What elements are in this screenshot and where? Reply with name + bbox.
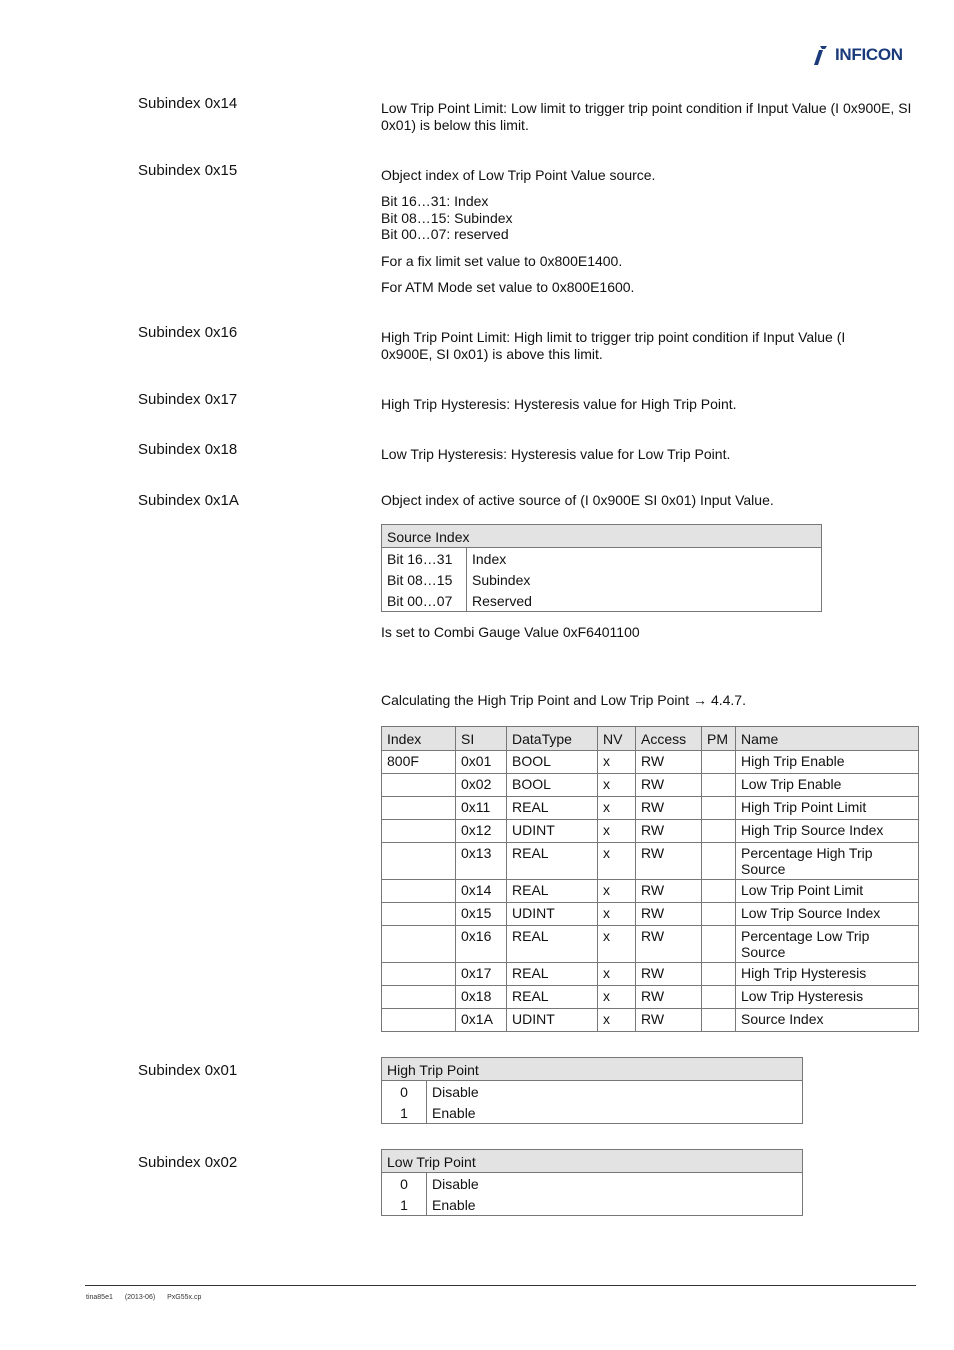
table-cell: Disable [432,1084,479,1100]
description: For a fix limit set value to 0x800E1400. [381,253,623,269]
table-cell: RW [636,880,702,903]
table-cell: High Trip Point Limit [736,797,919,820]
table-cell: Subindex [472,572,531,588]
table-cell: Source Index [736,1009,919,1032]
table-cell [702,843,736,880]
table-cell [382,926,456,963]
table-cell: RW [636,751,702,774]
table-cell: x [598,986,636,1009]
table-cell [382,774,456,797]
table-row [382,774,919,797]
table-cell [702,986,736,1009]
table-cell: Disable [432,1176,479,1192]
table-cell: Enable [432,1197,476,1213]
table-cell: UDINT [507,1009,598,1032]
table-row [382,963,919,986]
subindex-label: Subindex 0x01 [138,1062,238,1079]
table-cell [382,880,456,903]
table-cell: Percentage Low Trip Source [736,926,919,963]
description: Low Trip Point Limit: Low limit to trigger trip point condition if Input Value (I 0x900E, SI 0x01) is below this limit. [381,100,912,133]
footer-divider [85,1285,916,1286]
subindex-label: Subindex 0x15 [138,162,238,179]
table-row [382,926,919,963]
table-row [382,843,919,880]
table-cell: Percentage High Trip Source [736,843,919,880]
table-cell: Index [472,551,507,567]
table-cell [702,774,736,797]
subindex-label: Subindex 0x18 [138,441,238,458]
table-cell: REAL [507,963,598,986]
table-cell: 0x01 [456,751,507,774]
table-cell [702,797,736,820]
table-cell: REAL [507,986,598,1009]
table-cell: High Trip Enable [736,751,919,774]
table-cell: REAL [507,843,598,880]
table-cell [702,1009,736,1032]
table-cell: RW [636,926,702,963]
table-cell: x [598,903,636,926]
table-cell: REAL [507,880,598,903]
table-cell [702,751,736,774]
table-cell [382,820,456,843]
table-cell: High Trip Source Index [736,820,919,843]
table-cell: x [598,797,636,820]
table-cell: 0x17 [456,963,507,986]
table-row [382,1102,803,1124]
object-table [381,726,919,1032]
high-trip-point-table [381,1057,803,1124]
table-header-row [382,727,919,751]
table-cell [382,1009,456,1032]
calc-note: Calculating the High Trip Point and Low Trip Point → 4.4.7. [381,692,746,708]
bit-line: Bit 00…07: reserved [381,226,509,242]
table-cell: 0x02 [456,774,507,797]
column-header: NV [598,727,636,751]
table-cell [702,820,736,843]
table-cell: x [598,880,636,903]
table-cell: Low Trip Source Index [736,903,919,926]
table-cell: x [598,963,636,986]
table-cell: 800F [382,751,456,774]
column-header: Access [636,727,702,751]
table-cell: x [598,751,636,774]
table-cell: 0x14 [456,880,507,903]
table-cell: Bit 08…15 [382,569,467,590]
table-cell: RW [636,1009,702,1032]
table-row [382,986,919,1009]
source-index-table [381,524,822,612]
description: Object index of Low Trip Point Value source. [381,167,656,183]
footer-doc-id: tina85e1 [86,1294,113,1301]
table-cell: 0x11 [456,797,507,820]
table-cell: BOOL [507,774,598,797]
table-cell: Enable [432,1105,476,1121]
table-cell: 0x13 [456,843,507,880]
table-row [382,880,919,903]
table-cell [702,926,736,963]
table-row [382,797,919,820]
table-cell [702,903,736,926]
footer-date: (2013-06) [124,1294,156,1301]
table-cell: 1 [382,1102,427,1124]
column-header: DataType [507,727,598,751]
table-cell: x [598,774,636,797]
table-cell: UDINT [507,820,598,843]
table-title: High Trip Point [382,1058,803,1081]
table-row [382,903,919,926]
table-cell [382,963,456,986]
column-header: Name [736,727,919,751]
table-cell [382,797,456,820]
description: Object index of active source of (I 0x900E SI 0x01) Input Value. [381,492,774,508]
description: High Trip Point Limit: High limit to trigger trip point condition if Input Value (I 0x900E, SI 0x01) is above this limit. [381,329,846,362]
brand-logo [812,44,903,66]
table-row [382,548,822,570]
subindex-label: Subindex 0x02 [138,1154,238,1171]
table-cell: Bit 00…07 [382,590,467,612]
table-row [382,1194,803,1216]
table-cell: RW [636,797,702,820]
table-row [382,1081,803,1103]
table-row [382,569,822,590]
table-cell: 0 [382,1173,427,1195]
table-cell: RW [636,820,702,843]
table-cell: x [598,926,636,963]
table-row [382,820,919,843]
table-cell [382,903,456,926]
description: High Trip Hysteresis: Hysteresis value for High Trip Point. [381,396,737,412]
low-trip-point-table [381,1149,803,1216]
brand-name: INFICON [835,45,903,64]
table-cell: Low Trip Point Limit [736,880,919,903]
table-cell: 1 [382,1194,427,1216]
table-cell [702,963,736,986]
table-cell: 0x12 [456,820,507,843]
table-cell: BOOL [507,751,598,774]
table-cell: RW [636,986,702,1009]
subindex-label: Subindex 0x1A [138,492,239,509]
table-cell: 0x15 [456,903,507,926]
column-header: PM [702,727,736,751]
table-cell: 0x16 [456,926,507,963]
table-cell: Low Trip Enable [736,774,919,797]
table-row [382,590,822,612]
table-cell: 0 [382,1081,427,1103]
combi-gauge-note: Is set to Combi Gauge Value 0xF6401100 [381,624,640,640]
subindex-label: Subindex 0x16 [138,324,238,341]
inficon-logo-icon [812,44,832,66]
table-cell: x [598,843,636,880]
table-cell: REAL [507,797,598,820]
footer [86,1294,211,1301]
table-cell [382,843,456,880]
table-cell: 0x18 [456,986,507,1009]
table-cell: RW [636,903,702,926]
table-title: Low Trip Point [382,1150,803,1173]
table-cell: Reserved [472,593,532,609]
table-cell: Bit 16…31 [382,548,467,570]
table-cell: 0x1A [456,1009,507,1032]
column-header: Index [382,727,456,751]
bit-line: Bit 16…31: Index [381,193,489,209]
description: Low Trip Hysteresis: Hysteresis value for Low Trip Point. [381,446,731,462]
table-cell: RW [636,843,702,880]
table-cell: RW [636,963,702,986]
table-cell [702,880,736,903]
footer-file: PxG55x.cp [167,1294,202,1301]
table-row [382,1009,919,1032]
subindex-label: Subindex 0x14 [138,95,238,112]
table-cell: Low Trip Hysteresis [736,986,919,1009]
column-header: SI [456,727,507,751]
subindex-label: Subindex 0x17 [138,391,238,408]
table-cell: x [598,1009,636,1032]
table-row [382,751,919,774]
table-cell: REAL [507,926,598,963]
table-title: Source Index [382,525,822,548]
table-cell: RW [636,774,702,797]
table-cell: UDINT [507,903,598,926]
description: For ATM Mode set value to 0x800E1600. [381,279,635,295]
bit-line: Bit 08…15: Subindex [381,210,513,226]
table-cell: x [598,820,636,843]
table-cell: High Trip Hysteresis [736,963,919,986]
table-cell [382,986,456,1009]
table-row [382,1173,803,1195]
